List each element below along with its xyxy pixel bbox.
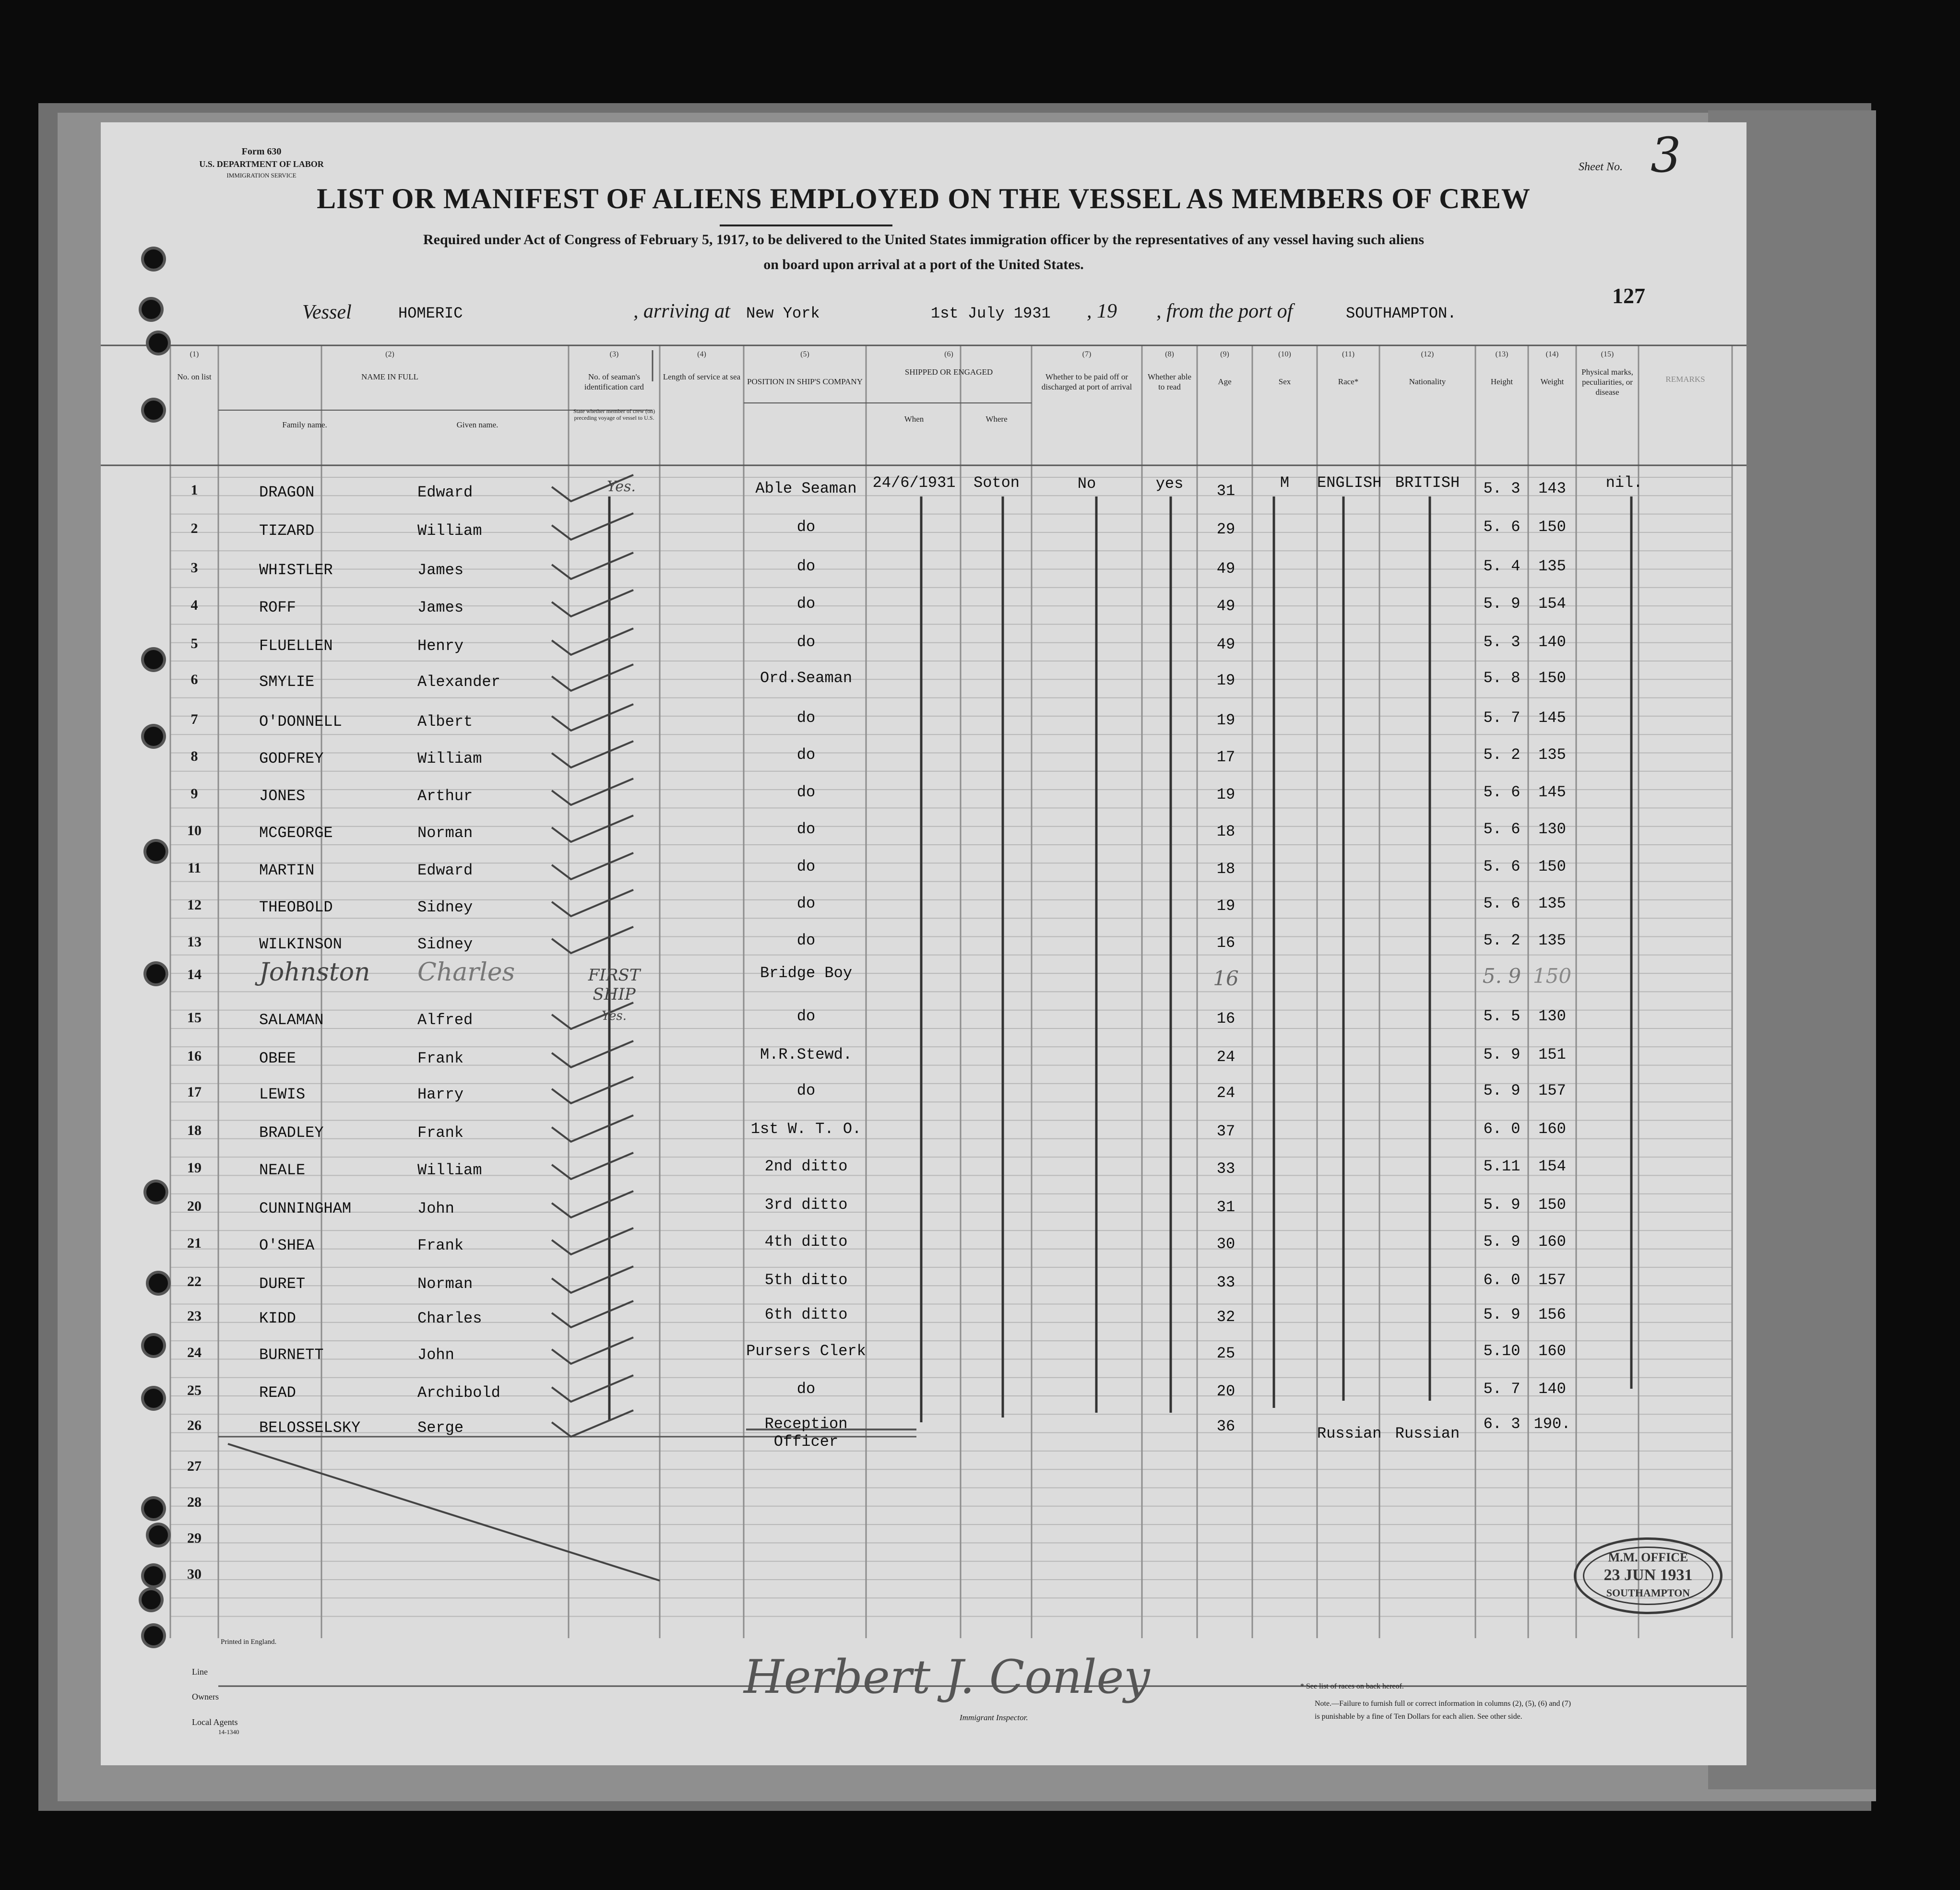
height: 5. 3 bbox=[1483, 633, 1520, 651]
nationality: Russian bbox=[1395, 1425, 1460, 1442]
family-name: DURET bbox=[259, 1275, 306, 1293]
height: 5. 6 bbox=[1483, 820, 1520, 838]
sheet-number: 3 bbox=[1651, 127, 1681, 183]
height: 5. 9 bbox=[1483, 1196, 1520, 1214]
family-name: SALAMAN bbox=[259, 1011, 324, 1029]
family-name: GODFREY bbox=[259, 750, 324, 768]
position: do bbox=[796, 746, 816, 764]
column-number: (15) bbox=[1601, 350, 1614, 358]
row-number: 16 bbox=[187, 1048, 202, 1064]
binder-hole bbox=[144, 1626, 163, 1645]
previous-voyage: Yes. bbox=[607, 478, 636, 495]
age: 32 bbox=[1216, 1308, 1235, 1326]
weight: 150 bbox=[1538, 858, 1566, 875]
row-number: 22 bbox=[187, 1274, 202, 1289]
given-name: James bbox=[417, 561, 464, 579]
binder-hole bbox=[144, 1499, 163, 1518]
age: 24 bbox=[1216, 1084, 1235, 1102]
age: 30 bbox=[1216, 1235, 1235, 1253]
page-title: LIST OR MANIFEST OF ALIENS EMPLOYED ON THE VESSEL AS MEMBERS OF CREW bbox=[317, 183, 1531, 214]
position: do bbox=[796, 1380, 816, 1398]
column-header: Physical marks, peculiarities, or disease bbox=[1581, 367, 1633, 397]
position: Bridge Boy bbox=[760, 964, 853, 982]
row-number: 13 bbox=[187, 934, 202, 950]
age: 19 bbox=[1216, 672, 1235, 689]
height: 5. 9 bbox=[1483, 1233, 1520, 1251]
given-name: Frank bbox=[417, 1124, 464, 1142]
manifest-sheet bbox=[101, 122, 1746, 1765]
column-header: REMARKS bbox=[1665, 375, 1705, 384]
binder-hole bbox=[144, 727, 163, 746]
row-number: 24 bbox=[187, 1345, 202, 1360]
column-header: Whether to be paid off or discharged at port of arrival bbox=[1041, 372, 1132, 391]
position: do bbox=[796, 518, 816, 536]
given-name: James bbox=[417, 599, 464, 616]
family-name: MCGEORGE bbox=[259, 824, 333, 842]
family-name: WILKINSON bbox=[259, 935, 342, 953]
inspector-title: Immigrant Inspector. bbox=[960, 1713, 1028, 1722]
position: do bbox=[796, 858, 816, 875]
weight: 135 bbox=[1538, 746, 1566, 764]
binder-hole bbox=[144, 401, 163, 420]
from-port-label: , from the port of bbox=[1156, 300, 1293, 322]
row-number: 19 bbox=[187, 1160, 202, 1176]
subtitle-1: Required under Act of Congress of February 5, 1917, to be delivered to the United States immigration officer by the representatives of any vessel having such aliens bbox=[423, 232, 1424, 248]
position: 5th ditto bbox=[764, 1271, 848, 1289]
position: 4th ditto bbox=[764, 1233, 848, 1251]
weight: 154 bbox=[1538, 1158, 1566, 1175]
row-number: 28 bbox=[187, 1494, 202, 1510]
nationality: BRITISH bbox=[1395, 474, 1460, 492]
column-header: Length of service at sea bbox=[663, 372, 741, 381]
column-header: Nationality bbox=[1409, 377, 1446, 386]
age: 49 bbox=[1216, 636, 1235, 653]
column-number: (3) bbox=[609, 350, 619, 358]
given-name: Frank bbox=[417, 1050, 464, 1067]
previous-voyage-note: Yes. bbox=[602, 1009, 627, 1023]
row-number: 8 bbox=[190, 748, 198, 764]
age: 31 bbox=[1216, 482, 1235, 500]
height: 5. 7 bbox=[1483, 709, 1520, 727]
age: 20 bbox=[1216, 1382, 1235, 1400]
department: U.S. DEPARTMENT OF LABOR bbox=[199, 159, 324, 169]
given-name: Edward bbox=[417, 484, 473, 501]
column-number: (5) bbox=[800, 350, 809, 358]
height: 5. 6 bbox=[1483, 783, 1520, 801]
position: Pursers Clerk bbox=[746, 1342, 866, 1360]
race: ENGLISH bbox=[1317, 474, 1382, 492]
height: 5. 9 bbox=[1483, 1306, 1520, 1323]
age: 19 bbox=[1216, 711, 1235, 729]
family-name: MARTIN bbox=[259, 862, 315, 879]
strike-through-line bbox=[228, 1444, 660, 1581]
position: Ord.Seaman bbox=[760, 669, 853, 687]
given-name: Serge bbox=[417, 1419, 464, 1437]
column-number: (2) bbox=[385, 350, 394, 358]
given-name: Alfred bbox=[417, 1011, 473, 1029]
position: do bbox=[796, 783, 816, 801]
age: 18 bbox=[1216, 823, 1235, 840]
agents-label: Local Agents bbox=[192, 1717, 238, 1727]
row-number: 3 bbox=[190, 560, 198, 576]
column-header: SHIPPED OR ENGAGED bbox=[904, 367, 993, 377]
row-number: 2 bbox=[190, 520, 198, 536]
stamp-top-text: M.M. OFFICE bbox=[1608, 1550, 1688, 1564]
binder-hole bbox=[144, 1336, 163, 1355]
line-label: Line bbox=[192, 1667, 208, 1677]
race-footnote: * See list of races on back hereof. bbox=[1300, 1682, 1404, 1690]
position: do bbox=[796, 895, 816, 912]
age: 33 bbox=[1216, 1160, 1235, 1178]
column-number: (9) bbox=[1220, 350, 1229, 358]
subtitle-2: on board upon arrival at a port of the United States. bbox=[763, 257, 1084, 272]
height: 5. 8 bbox=[1483, 669, 1520, 687]
shipped-where: Soton bbox=[973, 474, 1020, 492]
given-name: Norman bbox=[417, 1275, 473, 1293]
able-to-read: yes bbox=[1155, 475, 1184, 493]
age: 16 bbox=[1216, 934, 1235, 952]
shipped-when: 24/6/1931 bbox=[872, 474, 956, 492]
weight: 160 bbox=[1538, 1233, 1566, 1251]
column-header: POSITION IN SHIP'S COMPANY bbox=[747, 377, 863, 386]
vessel-name: HOMERIC bbox=[398, 305, 463, 322]
column-number: (6) bbox=[944, 350, 953, 358]
given-name: William bbox=[417, 522, 482, 540]
binder-hole bbox=[149, 1274, 168, 1293]
given-name: William bbox=[417, 750, 482, 768]
position: 6th ditto bbox=[764, 1306, 848, 1323]
family-name: BURNETT bbox=[259, 1346, 324, 1364]
row-number: 1 bbox=[190, 482, 198, 498]
family-name: TIZARD bbox=[259, 522, 315, 540]
column-number: (10) bbox=[1278, 350, 1291, 358]
family-name: JONES bbox=[259, 787, 306, 805]
weight: 140 bbox=[1538, 1380, 1566, 1398]
row-number: 4 bbox=[190, 597, 198, 613]
weight: 190. bbox=[1533, 1415, 1571, 1433]
column-header: Weight bbox=[1540, 377, 1564, 386]
position: Able Seaman bbox=[755, 480, 857, 497]
height: 5.11 bbox=[1483, 1158, 1520, 1175]
height: 5. 6 bbox=[1483, 895, 1520, 912]
age: 17 bbox=[1216, 748, 1235, 766]
row-number: 10 bbox=[187, 823, 202, 839]
vessel-label: Vessel bbox=[302, 301, 352, 323]
age: 36 bbox=[1216, 1418, 1235, 1435]
row-number: 27 bbox=[187, 1458, 202, 1474]
given-name: Sidney bbox=[417, 935, 473, 953]
position: 2nd ditto bbox=[764, 1158, 848, 1175]
weight: 150 bbox=[1538, 518, 1566, 536]
row-number: 21 bbox=[187, 1235, 202, 1251]
age: 29 bbox=[1216, 520, 1235, 538]
given-name: William bbox=[417, 1161, 482, 1179]
weight: 160 bbox=[1538, 1342, 1566, 1360]
row-number: 18 bbox=[187, 1122, 202, 1138]
position: do bbox=[796, 1007, 816, 1025]
weight: 160 bbox=[1538, 1120, 1566, 1138]
column-number: (7) bbox=[1082, 350, 1092, 358]
service: IMMIGRATION SERVICE bbox=[226, 172, 297, 179]
given-name: Albert bbox=[417, 713, 473, 731]
given-name: Harry bbox=[417, 1086, 464, 1103]
position: do bbox=[796, 557, 816, 575]
arrival-date: 1st July 1931 bbox=[931, 305, 1051, 322]
column-number: (14) bbox=[1545, 350, 1559, 358]
weight: 143 bbox=[1538, 480, 1566, 497]
row-number: 20 bbox=[187, 1198, 202, 1214]
row-number: 12 bbox=[187, 897, 202, 913]
age: 16 bbox=[1216, 1010, 1235, 1028]
given-name: Norman bbox=[417, 824, 473, 842]
weight: 151 bbox=[1538, 1046, 1566, 1063]
sex: M bbox=[1280, 474, 1290, 492]
given-name: Arthur bbox=[417, 787, 473, 805]
column-number: (8) bbox=[1165, 350, 1174, 358]
height: 6. 3 bbox=[1483, 1415, 1520, 1433]
given-name: Charles bbox=[417, 958, 515, 987]
column-number: (1) bbox=[190, 350, 199, 358]
weight: 150 bbox=[1532, 964, 1572, 988]
given-name: Henry bbox=[417, 637, 464, 655]
penalty-note-1: Note.—Failure to furnish full or correct information in columns (2), (5), (6) and (7) bbox=[1315, 1700, 1571, 1708]
family-name: THEOBOLD bbox=[259, 898, 333, 916]
position: do bbox=[796, 820, 816, 838]
title-rule bbox=[720, 223, 892, 228]
family-name: Johnston bbox=[259, 958, 370, 987]
weight: 150 bbox=[1538, 669, 1566, 687]
age: 25 bbox=[1216, 1345, 1235, 1362]
height: 5. 9 bbox=[1483, 1082, 1520, 1099]
age: 33 bbox=[1216, 1274, 1235, 1291]
family-name: OBEE bbox=[259, 1050, 296, 1067]
column-subheader: When bbox=[904, 414, 924, 424]
column-header: Sex bbox=[1278, 377, 1291, 386]
family-name: WHISTLER bbox=[259, 561, 333, 579]
column-subheader: Family name. bbox=[282, 420, 327, 429]
weight: 135 bbox=[1538, 557, 1566, 575]
family-name: DRAGON bbox=[259, 484, 315, 501]
column-header: No. of seaman's identification card bbox=[584, 372, 644, 391]
column-number: (12) bbox=[1421, 350, 1434, 358]
weight: 130 bbox=[1538, 820, 1566, 838]
penalty-note-2: is punishable by a fine of Ten Dollars for each alien. See other side. bbox=[1315, 1713, 1522, 1721]
age: 18 bbox=[1216, 860, 1235, 878]
age: 19 bbox=[1216, 786, 1235, 803]
binder-hole bbox=[149, 1525, 168, 1545]
binder-hole bbox=[146, 964, 166, 983]
age: 24 bbox=[1216, 1048, 1235, 1066]
weight: 135 bbox=[1538, 895, 1566, 912]
weight: 135 bbox=[1538, 932, 1566, 949]
weight: 130 bbox=[1538, 1007, 1566, 1025]
column-header: Whether able to read bbox=[1147, 372, 1192, 391]
binder-hole bbox=[146, 842, 166, 861]
family-name: O'DONNELL bbox=[259, 713, 342, 731]
year-label: , 19 bbox=[1087, 300, 1117, 322]
weight: 145 bbox=[1538, 783, 1566, 801]
family-name: KIDD bbox=[259, 1310, 296, 1327]
age: 19 bbox=[1216, 897, 1235, 915]
weight: 157 bbox=[1538, 1271, 1566, 1289]
sheet-label: Sheet No. bbox=[1579, 161, 1623, 173]
weight: 154 bbox=[1538, 595, 1566, 613]
height: 5. 9 bbox=[1483, 595, 1520, 613]
given-name: John bbox=[417, 1200, 454, 1217]
column-header: Height bbox=[1490, 377, 1513, 386]
column-number: (13) bbox=[1495, 350, 1509, 358]
position: do bbox=[796, 633, 816, 651]
race: Russian bbox=[1317, 1425, 1382, 1442]
family-name: CUNNINGHAM bbox=[259, 1200, 352, 1217]
weight: 140 bbox=[1538, 633, 1566, 651]
binder-hole bbox=[144, 650, 163, 669]
family-name: READ bbox=[259, 1384, 296, 1402]
age: 49 bbox=[1216, 560, 1235, 578]
row-number: 7 bbox=[190, 711, 198, 727]
office-stamp bbox=[1574, 1537, 1722, 1614]
given-name: Archibold bbox=[417, 1384, 500, 1402]
family-name: FLUELLEN bbox=[259, 637, 333, 655]
binder-hole bbox=[146, 1182, 166, 1202]
column-number: (4) bbox=[697, 350, 706, 358]
inspector-signature: Herbert J. Conley bbox=[744, 1650, 1150, 1704]
owners-label: Owners bbox=[192, 1692, 219, 1701]
given-name: Alexander bbox=[417, 673, 500, 691]
column-subheader: Where bbox=[986, 414, 1008, 424]
family-name: NEALE bbox=[259, 1161, 306, 1179]
column-header: No. on list bbox=[177, 372, 212, 381]
given-name: Edward bbox=[417, 862, 473, 879]
position: do bbox=[796, 595, 816, 613]
given-name: Charles bbox=[417, 1310, 482, 1327]
weight: 150 bbox=[1538, 1196, 1566, 1214]
stamp-date: 23 JUN 1931 bbox=[1604, 1566, 1693, 1584]
given-name: John bbox=[417, 1346, 454, 1364]
height: 5. 3 bbox=[1483, 480, 1520, 497]
height: 5. 6 bbox=[1483, 858, 1520, 875]
given-name: Frank bbox=[417, 1237, 464, 1254]
row-number: 14 bbox=[187, 967, 202, 982]
binder-hole bbox=[142, 300, 161, 319]
row-number: 29 bbox=[187, 1530, 202, 1546]
binder-hole bbox=[144, 1389, 163, 1408]
row-number: 15 bbox=[187, 1010, 202, 1026]
paid-off: No bbox=[1077, 475, 1096, 493]
weight: 156 bbox=[1538, 1306, 1566, 1323]
position: do bbox=[796, 932, 816, 949]
column-header: State whether member of crew (on) preceding voyage of vessel to U.S. bbox=[573, 408, 655, 421]
row-number: 25 bbox=[187, 1382, 202, 1398]
height: 5. 5 bbox=[1483, 1007, 1520, 1025]
height: 5. 9 bbox=[1483, 1046, 1520, 1063]
arrival-port: New York bbox=[746, 305, 820, 322]
column-subheader: Given name. bbox=[456, 420, 499, 429]
height: 5. 4 bbox=[1483, 557, 1520, 575]
row-number: 11 bbox=[187, 860, 202, 876]
height: 6. 0 bbox=[1483, 1120, 1520, 1138]
given-name: Sidney bbox=[417, 898, 473, 916]
row-number: 5 bbox=[190, 636, 198, 651]
position: do bbox=[796, 1082, 816, 1099]
position: 3rd ditto bbox=[764, 1196, 848, 1214]
form-number: Form 630 bbox=[241, 146, 282, 157]
row-number: 23 bbox=[187, 1308, 202, 1324]
row-number: 6 bbox=[190, 672, 198, 687]
age: 49 bbox=[1216, 597, 1235, 615]
height: 5. 9 bbox=[1482, 964, 1521, 988]
row-number: 30 bbox=[187, 1566, 202, 1582]
age: 16 bbox=[1213, 967, 1239, 990]
column-number: (11) bbox=[1342, 350, 1355, 358]
position: M.R.Stewd. bbox=[760, 1046, 853, 1063]
height: 5. 2 bbox=[1483, 932, 1520, 949]
stamp-bottom-text: SOUTHAMPTON bbox=[1606, 1587, 1690, 1599]
column-header: Race* bbox=[1338, 377, 1359, 386]
row-number: 26 bbox=[187, 1418, 202, 1433]
binder-hole bbox=[144, 1566, 163, 1585]
row-number: 9 bbox=[190, 786, 198, 802]
weight: 157 bbox=[1538, 1082, 1566, 1099]
printed-note: Printed in England. bbox=[221, 1638, 277, 1646]
weight: 145 bbox=[1538, 709, 1566, 727]
family-name: ROFF bbox=[259, 599, 296, 616]
arriving-label: , arriving at bbox=[633, 300, 730, 322]
position: 1st W. T. O. bbox=[750, 1120, 862, 1138]
binder-hole bbox=[149, 333, 168, 353]
page-number: 127 bbox=[1612, 284, 1645, 308]
position: do bbox=[796, 709, 816, 727]
height: 5. 2 bbox=[1483, 746, 1520, 764]
position: Reception Officer bbox=[764, 1415, 848, 1451]
previous-voyage-note: FIRST SHIP bbox=[588, 966, 641, 1004]
age: 31 bbox=[1216, 1198, 1235, 1216]
family-name: BRADLEY bbox=[259, 1124, 324, 1142]
height: 5. 6 bbox=[1483, 518, 1520, 536]
family-name: LEWIS bbox=[259, 1086, 306, 1103]
height: 6. 0 bbox=[1483, 1271, 1520, 1289]
agents-code: 14-1340 bbox=[218, 1728, 239, 1736]
row-number: 17 bbox=[187, 1084, 202, 1100]
departure-port: SOUTHAMPTON. bbox=[1346, 305, 1457, 322]
column-header: NAME IN FULL bbox=[361, 372, 418, 381]
family-name: SMYLIE bbox=[259, 673, 315, 691]
column-header: Age bbox=[1218, 377, 1232, 386]
family-name: BELOSSELSKY bbox=[259, 1419, 361, 1437]
age: 37 bbox=[1216, 1122, 1235, 1140]
height: 5. 7 bbox=[1483, 1380, 1520, 1398]
binder-hole bbox=[142, 1590, 161, 1609]
family-name: O'SHEA bbox=[259, 1237, 315, 1254]
physical-marks: nil. bbox=[1605, 474, 1643, 492]
height: 5.10 bbox=[1483, 1342, 1520, 1360]
